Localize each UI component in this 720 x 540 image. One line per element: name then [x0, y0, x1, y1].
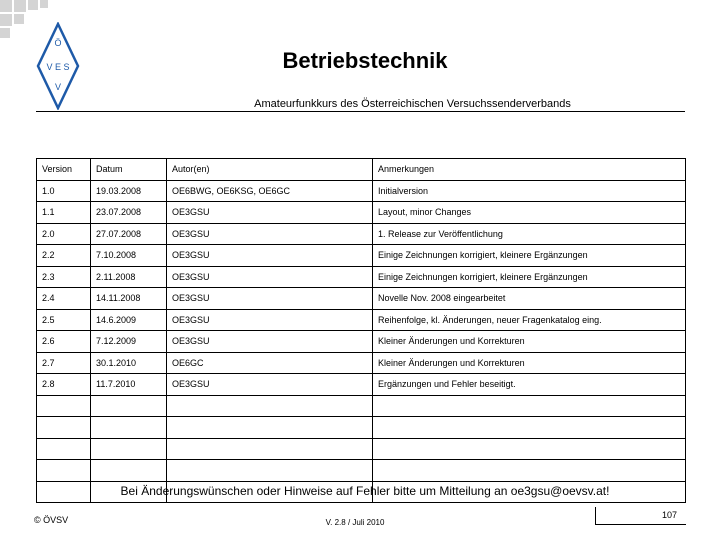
table-cell: 14.11.2008	[91, 288, 167, 310]
table-cell: OE6BWG, OE6KSG, OE6GC	[167, 180, 373, 202]
table-row	[37, 202, 686, 224]
column-header: Autor(en)	[167, 159, 373, 181]
table-cell: 7.12.2009	[91, 331, 167, 353]
version-text: V. 2.8 / Juli 2010	[325, 518, 385, 527]
table-cell: 27.07.2008	[91, 223, 167, 245]
table-header-row	[37, 159, 686, 181]
table-cell: 2.5	[37, 309, 91, 331]
table-cell: 7.10.2008	[91, 245, 167, 267]
table-cell: OE3GSU	[167, 309, 373, 331]
table-cell	[373, 395, 686, 417]
table-cell	[167, 438, 373, 460]
table-cell: OE6GC	[167, 352, 373, 374]
table-cell	[37, 395, 91, 417]
table-cell: 2.4	[37, 288, 91, 310]
table-cell: Initialversion	[373, 180, 686, 202]
table-cell: OE3GSU	[167, 202, 373, 224]
page-number: 107	[662, 510, 678, 520]
table-cell: Kleiner Änderungen und Korrekturen	[373, 331, 686, 353]
table-cell	[91, 395, 167, 417]
table-cell: 2.0	[37, 223, 91, 245]
table-cell	[37, 417, 91, 439]
table-cell: 2.2	[37, 245, 91, 267]
table-cell: Ergänzungen und Fehler beseitigt.	[373, 374, 686, 396]
table-cell: 1.0	[37, 180, 91, 202]
table-cell: OE3GSU	[167, 223, 373, 245]
table-row	[37, 460, 686, 482]
table-cell	[373, 460, 686, 482]
table-cell: OE3GSU	[167, 266, 373, 288]
table-row	[37, 309, 686, 331]
table-cell: 30.1.2010	[91, 352, 167, 374]
table-row	[37, 288, 686, 310]
table-cell: OE3GSU	[167, 374, 373, 396]
table-row	[37, 223, 686, 245]
table-cell: 2.3	[37, 266, 91, 288]
table-cell: 11.7.2010	[91, 374, 167, 396]
table-cell: Layout, minor Changes	[373, 202, 686, 224]
table-row	[37, 352, 686, 374]
table-row	[37, 374, 686, 396]
table-cell: OE3GSU	[167, 288, 373, 310]
oevsv-logo-icon	[34, 22, 82, 110]
table-cell: 2.7	[37, 352, 91, 374]
table-cell	[167, 395, 373, 417]
table-row	[37, 266, 686, 288]
table-cell	[167, 460, 373, 482]
table-cell	[91, 438, 167, 460]
table-cell: Einige Zeichnungen korrigiert, kleinere Ergänzungen	[373, 266, 686, 288]
table-cell	[373, 417, 686, 439]
svg-text:V: V	[54, 82, 62, 92]
table-row	[37, 417, 686, 439]
table-row	[37, 245, 686, 267]
table-cell	[37, 460, 91, 482]
column-header: Version	[37, 159, 91, 181]
table-cell: OE3GSU	[167, 245, 373, 267]
svg-text:Ö: Ö	[54, 38, 62, 48]
revision-table	[36, 158, 686, 503]
table-cell: 19.03.2008	[91, 180, 167, 202]
table-cell: Einige Zeichnungen korrigiert, kleinere Ergänzungen	[373, 245, 686, 267]
table-cell	[37, 438, 91, 460]
table-cell: Reihenfolge, kl. Änderungen, neuer Fragenkatalog eing.	[373, 309, 686, 331]
table-cell: 1. Release zur Veröffentlichung	[373, 223, 686, 245]
feedback-note: Bei Änderungswünschen oder Hinweise auf Fehler bitte um Mitteilung an oe3gsu@oevsv.at!	[120, 484, 610, 498]
column-header: Anmerkungen	[373, 159, 686, 181]
table-row	[37, 331, 686, 353]
table-cell: Novelle Nov. 2008 eingearbeitet	[373, 288, 686, 310]
table-cell: 2.8	[37, 374, 91, 396]
table-row	[37, 395, 686, 417]
table-cell: 2.6	[37, 331, 91, 353]
table-cell	[91, 460, 167, 482]
table-cell	[167, 417, 373, 439]
table-cell	[373, 438, 686, 460]
copyright-text: © ÖVSV	[34, 515, 69, 525]
page-subtitle: Amateurfunkkurs des Österreichischen Versuchssenderverbands	[254, 98, 571, 110]
svg-text:V E S: V E S	[46, 62, 70, 72]
table-cell: 2.11.2008	[91, 266, 167, 288]
table-cell	[91, 417, 167, 439]
header-divider	[36, 111, 685, 112]
table-cell: 14.6.2009	[91, 309, 167, 331]
table-cell: 23.07.2008	[91, 202, 167, 224]
page-title: Betriebstechnik	[282, 48, 448, 73]
table-cell: OE3GSU	[167, 331, 373, 353]
table-cell: Kleiner Änderungen und Korrekturen	[373, 352, 686, 374]
table-row	[37, 180, 686, 202]
table-row	[37, 438, 686, 460]
column-header: Datum	[91, 159, 167, 181]
table-cell: 1.1	[37, 202, 91, 224]
